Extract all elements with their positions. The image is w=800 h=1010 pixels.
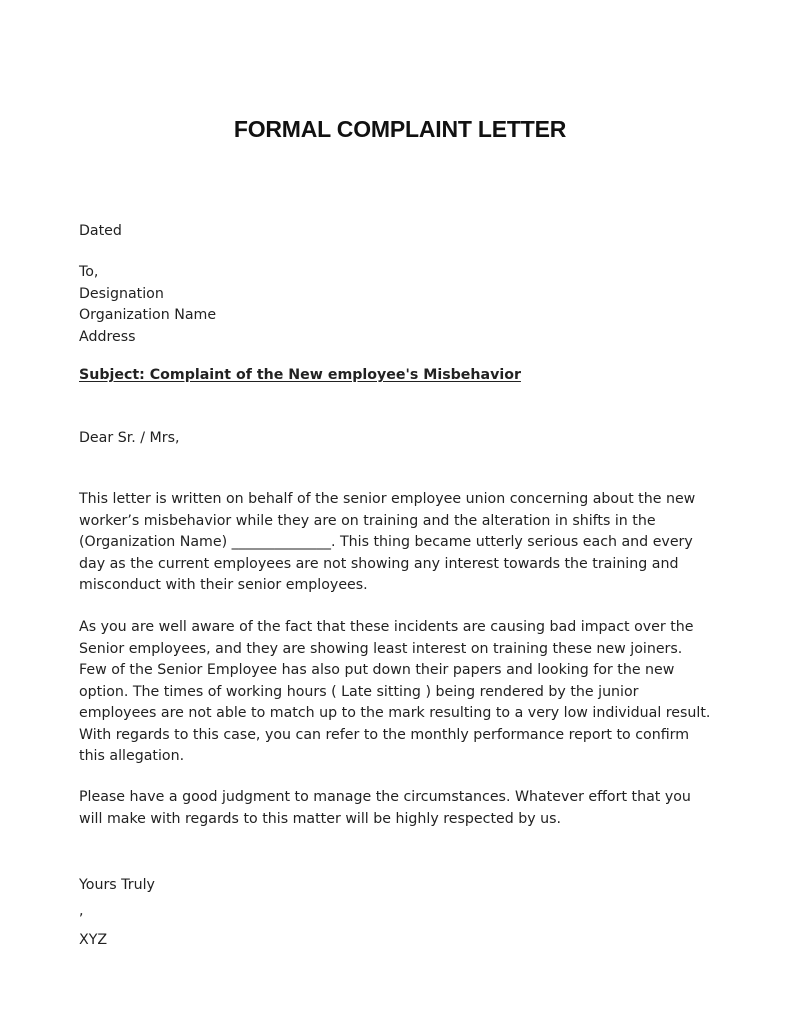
comma-text: , (79, 903, 84, 919)
recipient-address-block (79, 262, 216, 348)
paragraph-line: Senior employees, and they are showing least interest on training these new joiners. (79, 640, 683, 657)
paragraph-line: employees are not able to match up to the mark resulting to a very low individual result. (79, 705, 711, 721)
subject-text: Subject: Complaint of the New employee's Misbehavior (79, 367, 521, 383)
signature-text: XYZ (79, 932, 108, 948)
closing-text: Yours Truly (79, 877, 155, 893)
body-paragraph-2 (79, 617, 710, 768)
paragraph-line: this allegation. (79, 748, 185, 764)
closing (79, 875, 155, 897)
paragraph-line: As you are well aware of the fact that these incidents are causing bad impact over the (79, 619, 694, 635)
recipient-organization: Organization Name (79, 307, 217, 323)
subject-line (79, 365, 521, 387)
paragraph-line: (Organization Name) ______________. This thing became utterly serious each and every (79, 534, 693, 550)
signature (79, 930, 107, 952)
paragraph-line: will make with regards to this matter will be highly respected by us. (79, 810, 562, 827)
salutation (79, 428, 180, 450)
dated-line (79, 221, 122, 243)
body-paragraph-3 (79, 787, 691, 830)
recipient-to: To, (79, 264, 99, 280)
recipient-address: Address (79, 328, 136, 345)
paragraph-line: worker’s misbehavior while they are on training and the alteration in shifts in the (79, 512, 656, 529)
paragraph-line: Few of the Senior Employee has also put down their papers and looking for the new (79, 662, 675, 678)
paragraph-line: day as the current employees are not showing any interest towards the training and (79, 555, 679, 572)
paragraph-line: With regards to this case, you can refer to the monthly performance report to confirm (79, 726, 690, 743)
dated-text: Dated (79, 223, 122, 239)
body-paragraph-1 (79, 489, 695, 597)
recipient-designation: Designation (79, 285, 164, 302)
letter-title: FORMAL COMPLAINT LETTER (233, 116, 567, 142)
closing-comma (79, 901, 84, 923)
paragraph-line: option. The times of working hours ( Late sitting ) being rendered by the junior (79, 683, 639, 700)
paragraph-line: misconduct with their senior employees. (79, 577, 368, 593)
paragraph-line: Please have a good judgment to manage the circumstances. Whatever effort that you (79, 789, 691, 805)
paragraph-line: This letter is written on behalf of the senior employee union concerning about the new (79, 491, 696, 507)
salutation-text: Dear Sr. / Mrs, (79, 430, 180, 446)
